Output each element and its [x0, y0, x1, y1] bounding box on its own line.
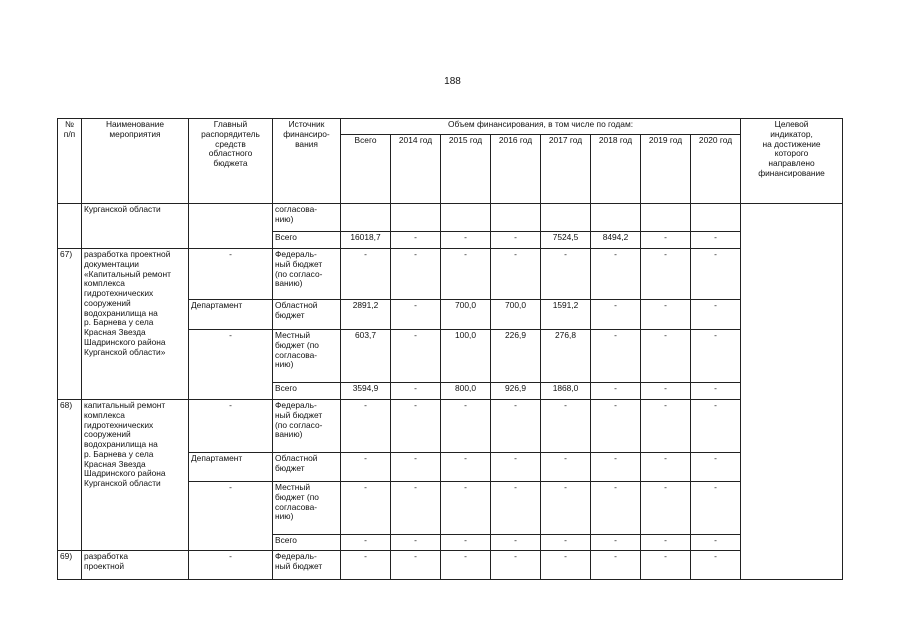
row-name: Курганской области — [82, 204, 189, 249]
value-cell: - — [641, 482, 691, 535]
value-cell: - — [691, 535, 741, 551]
row-manager: Департамент — [189, 453, 273, 482]
row-source: Федераль- ный бюджет (по согласо- ванию) — [273, 400, 341, 453]
row-source: Областной бюджет — [273, 453, 341, 482]
row-source: Местный бюджет (по согласова- нию) — [273, 482, 341, 535]
value-cell: - — [391, 383, 441, 400]
row-source: Местный бюджет (по согласова- нию) — [273, 330, 341, 383]
value-cell: - — [591, 383, 641, 400]
row-num: 68) — [58, 400, 82, 551]
value-cell: - — [591, 482, 641, 535]
value-cell: - — [391, 551, 441, 580]
header-volume: Объем финансирования, в том числе по годам: — [341, 119, 741, 135]
value-cell: - — [391, 400, 441, 453]
value-cell: - — [391, 300, 441, 330]
value-cell: 100,0 — [441, 330, 491, 383]
header-year: Всего — [341, 135, 391, 204]
table-row — [58, 551, 843, 580]
value-cell: 3594,9 — [341, 383, 391, 400]
value-cell: - — [391, 249, 441, 300]
value-cell — [541, 204, 591, 232]
value-cell: - — [491, 482, 541, 535]
row-source: Областной бюджет — [273, 300, 341, 330]
table-row — [58, 249, 843, 300]
value-cell: - — [591, 453, 641, 482]
value-cell: - — [391, 482, 441, 535]
value-cell: - — [341, 551, 391, 580]
header-year: 2014 год — [391, 135, 441, 204]
header-year: 2017 год — [541, 135, 591, 204]
value-cell: 700,0 — [441, 300, 491, 330]
value-cell: 276,8 — [541, 330, 591, 383]
value-cell: - — [691, 330, 741, 383]
value-cell: - — [541, 249, 591, 300]
value-cell: - — [541, 551, 591, 580]
value-cell: - — [691, 232, 741, 249]
value-cell: - — [441, 535, 491, 551]
value-cell — [691, 204, 741, 232]
header-manager: Главный распорядитель средств областного бюджета — [189, 119, 273, 204]
value-cell — [491, 204, 541, 232]
value-cell: 700,0 — [491, 300, 541, 330]
value-cell: 16018,7 — [341, 232, 391, 249]
value-cell: 1868,0 — [541, 383, 591, 400]
value-cell: 2891,2 — [341, 300, 391, 330]
value-cell: - — [591, 330, 641, 383]
row-num — [58, 204, 82, 249]
row-source: Федераль- ный бюджет (по согласо- ванию) — [273, 249, 341, 300]
value-cell: - — [591, 400, 641, 453]
row-name: разработка проектной документации «Капитальный ремонт комплекса гидротехнических сооружений водохранилища на р. Барнева у села Красная Звезда Шадринского района Курганской области» — [82, 249, 189, 400]
value-cell: 603,7 — [341, 330, 391, 383]
row-name: капитальный ремонт комплекса гидротехнических сооружений водохранилища на р. Барнева у села Красная Звезда Шадринского района Курганской области — [82, 400, 189, 551]
financing-table — [57, 118, 843, 580]
row-manager: - — [189, 330, 273, 400]
value-cell: - — [591, 249, 641, 300]
value-cell: - — [441, 551, 491, 580]
value-cell: - — [491, 453, 541, 482]
value-cell: - — [641, 300, 691, 330]
page-number: 188 — [444, 76, 461, 87]
value-cell: - — [491, 551, 541, 580]
table-row — [58, 204, 843, 232]
header-year: 2020 год — [691, 135, 741, 204]
value-cell: - — [491, 535, 541, 551]
row-source: Всего — [273, 535, 341, 551]
value-cell: - — [641, 383, 691, 400]
value-cell: - — [391, 453, 441, 482]
value-cell: - — [391, 232, 441, 249]
row-source: Всего — [273, 383, 341, 400]
value-cell: - — [691, 383, 741, 400]
header-year: 2018 год — [591, 135, 641, 204]
value-cell: - — [691, 551, 741, 580]
indicator-cell — [741, 204, 843, 580]
value-cell: 1591,2 — [541, 300, 591, 330]
value-cell: - — [541, 400, 591, 453]
value-cell: - — [641, 453, 691, 482]
row-manager: Департамент — [189, 300, 273, 330]
value-cell — [391, 204, 441, 232]
value-cell: 926,9 — [491, 383, 541, 400]
value-cell: - — [591, 300, 641, 330]
value-cell: - — [441, 232, 491, 249]
value-cell: - — [391, 535, 441, 551]
value-cell: - — [691, 300, 741, 330]
row-num: 67) — [58, 249, 82, 400]
value-cell — [591, 204, 641, 232]
value-cell: - — [541, 482, 591, 535]
value-cell — [441, 204, 491, 232]
row-manager: - — [189, 400, 273, 453]
value-cell: - — [391, 330, 441, 383]
value-cell: - — [441, 482, 491, 535]
value-cell: - — [641, 535, 691, 551]
value-cell: - — [691, 400, 741, 453]
row-manager — [189, 204, 273, 249]
value-cell: - — [341, 453, 391, 482]
value-cell: - — [341, 400, 391, 453]
value-cell: 8494,2 — [591, 232, 641, 249]
value-cell: 226,9 — [491, 330, 541, 383]
value-cell: 7524,5 — [541, 232, 591, 249]
value-cell: - — [691, 453, 741, 482]
row-manager: - — [189, 249, 273, 300]
value-cell: - — [541, 453, 591, 482]
value-cell: - — [641, 400, 691, 453]
value-cell — [341, 204, 391, 232]
value-cell: - — [541, 535, 591, 551]
value-cell: - — [691, 482, 741, 535]
value-cell: - — [591, 551, 641, 580]
row-source: Федераль- ный бюджет — [273, 551, 341, 580]
value-cell: - — [641, 249, 691, 300]
value-cell: - — [491, 400, 541, 453]
value-cell: - — [641, 232, 691, 249]
header-source: Источник финансиро- вания — [273, 119, 341, 204]
value-cell: - — [441, 249, 491, 300]
value-cell: - — [441, 400, 491, 453]
header-num: № п/п — [58, 119, 82, 204]
value-cell: - — [691, 249, 741, 300]
value-cell: - — [641, 551, 691, 580]
value-cell: - — [591, 535, 641, 551]
header-name: Наименование мероприятия — [82, 119, 189, 204]
row-num: 69) — [58, 551, 82, 580]
value-cell — [641, 204, 691, 232]
row-source: согласова- нию) — [273, 204, 341, 232]
header-indicator: Целевой индикатор, на достижение которого направлено финансирование — [741, 119, 843, 204]
value-cell: - — [341, 535, 391, 551]
row-manager: - — [189, 482, 273, 551]
table-row — [58, 400, 843, 453]
value-cell: - — [441, 453, 491, 482]
header-year: 2019 год — [641, 135, 691, 204]
value-cell: - — [641, 330, 691, 383]
row-manager: - — [189, 551, 273, 580]
value-cell: - — [341, 482, 391, 535]
value-cell: - — [341, 249, 391, 300]
header-year: 2015 год — [441, 135, 491, 204]
row-name: разработка проектной — [82, 551, 189, 580]
value-cell: - — [491, 232, 541, 249]
value-cell: 800,0 — [441, 383, 491, 400]
value-cell: - — [491, 249, 541, 300]
header-year: 2016 год — [491, 135, 541, 204]
row-source: Всего — [273, 232, 341, 249]
header-row-1 — [58, 119, 843, 135]
